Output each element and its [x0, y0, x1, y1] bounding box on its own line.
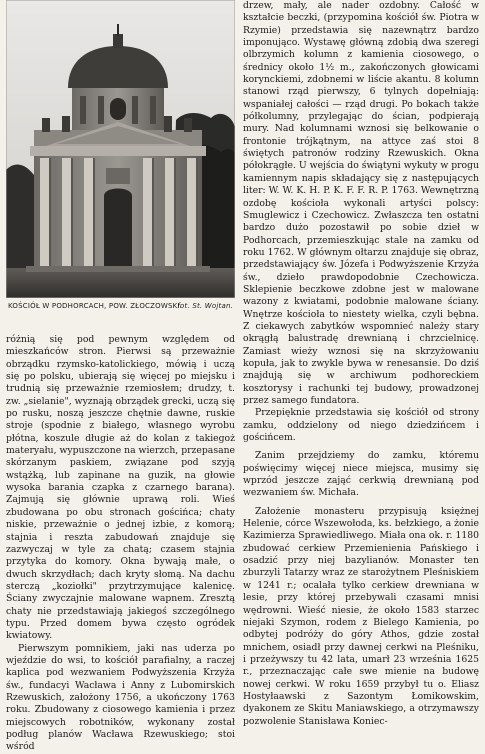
right-column [243, 0, 479, 743]
church-photo-image [6, 0, 235, 298]
paragraph: Założenie monasteru przypisują księżnej Helenie, córce Wszewołoda, ks. bełzkiego, a żonie Kazimierza Sprawiedliwego. Miała ona ok. r. 1180 zbudować cerkiew Przemienienia Pańskiego i osadzić przy niej bazylianów. Monaster ten zburzyli Tatarzy wraz ze starożytnem Pleśniskiem w 1241 r.; ocalała tylko cerkiew drewniana w lesie, przy której przebywali czasami mnisi wędrowni. Wieść niesie, że około 1583 starzec niejaki Szymon, rodem z Bielego Kamienia, po odbytej podróży do góry Athos, gdzie został mnichem, osiadł przy dawnej cerkwi na Pleśniku, i przeżywszy tu 42 lata, umarł 23 września 1625 r., przeznaczając całe swe mienie na budowę nowej cerkwi. W roku 1659 przybył tu o. Eliasz Hostyłaawski z Sazontym Łomikowskim, dyakonem ze Skitu Maniawskiego, a otrzymawszy pozwolenie Stanisława Koniec- [243, 505, 479, 727]
left-column-text [6, 334, 235, 754]
paragraph: Zanim przejdziemy do zamku, któremu poświęcimy więcej niece miejsca, musimy się wprzód jeszcze zająć cerkwią drewnianą pod wezwaniem św. Michała. [243, 450, 479, 499]
left-column [6, 0, 236, 753]
paragraph: Przepięknie przedstawia się kościół od strony zamku, oddzielony od niego dziedzińcem i gościńcem. [243, 407, 479, 444]
figure-caption [6, 298, 235, 316]
paragraph: drzew, mały, ale nader ozdobny. Całość w kształcie beczki, (przypomina kościół św. Piotra w Rzymie) przedstawia się nazewnątrz bardzo imponująco. Wystawę główną zdobią dwa szeregi olbrzymich kolumn z kamienia ciosowego, o średnicy około 1½ m., zakończonych głowicami korynckiemi, zdobnemi w liście akantu. 8 kolumn stanowi rząd pierwszy, 6 tylnych dopełniają: wspaniałej całości — rząd drugi. Po bokach także półkolumny, przylegając do ścian, podpierają mury. Nad kolumnami wznosi się belkowanie o frontonie trójkątnym, na attyce zaś stoi 8 świętych patronów rodziny Rzewuskich. Okna półokrągłe. U wejścia do świątyni wykuty w progu kamiennym napis składający się z następujących liter: W. W. K. H. P. K. F. F. R. P. 1763. Wewnętrzną ozdobę kościoła wykonali artyści polscy: Smuglewicz i Czechowicz. Zwłaszcza ten ostatni bardzo dużo pozostawił po sobie dzieł w Podhorcach, przemieszkując stale na zamku od roku 1762. W głównym ołtarzu znajduje się obraz, przedstawiający św. Józefa i Podwyższenie Krzyża św., dzieło prawdopodobnie Czechowicza. Sklepienie beczkowe zdobne jest w malowane wazony z kwiatami, podobnie malowane ściany. Wnętrze kościoła to niestety wielka, czyli bębna. Z ciekawych zabytków wspomnieć należy stary okrągłą balustradę drewnianą i chrzcielnicę. Zamiast wieży wznosi się na skrzyżowaniu kopuła, jak to zwykle bywa w renesansie. Do dziś znajdują się w archiwum podhoreckiem kosztorysy i rachunki tej budowy, prowadzonej przez samego fundatora. [243, 0, 479, 406]
paragraph: Pierwszym pomnikiem, jaki nas uderza po wjeździe do wsi, to kościół parafialny, a raczej kaplica pod wezwaniem Podwyższenia Krzyża św., fundacyi Wacława i Anny z Lubomirskich Rzewuskich, założony 1756, a ukończony 1763 roku. Zbudowany z ciosowego kamienia i przez miejscowych robotników, wykonany został podług planów Wacława Rzewuskiego; stoi wśród [6, 642, 235, 753]
caption-title: KOŚCIÓŁ W PODHORCACH, POW. ZŁOCZOWSKI. [8, 302, 183, 310]
church-photo [6, 0, 235, 298]
paragraph: różnią się pod pewnym względem od mieszkańców stron. Pierwsi są przeważnie obrządku rzymsko-katolickiego, mówią i uczą się po polsku, ubierają się więcej po miejsku i trudnią się przeważnie rzemiosłem; drudzy, t. zw. „sielanie", wyznają obrządek grecki, uczą się po rusku, noszą jeszcze chętnie dawne, ruskie stroje (spodnie z białego, własnego wyrobu płótna, koszule długie aż do kolan z takiegoż materyału, wypuszczone na wierzch, przepasane skórzanym paskiem, związane pod szyją wstążką, lub zapinane na guzik, na głowie wysoka barania czapka z czarnego barana). Zajmują się głównie uprawą roli. Wieś zbudowana po obu stronach gościńca; chaty niskie, przeważnie o jednej izbie, z komorą; stajnia i reszta zabudowań znajduje się zazwyczaj w tyle za chatą; czasem stajnia przytyka do komory. Okna bywają małe, o dwuch skrzydłach; dach kryty słomą. Na dachu sterczą „koziołki" przytrzymujące kalenicę. Ściany zwyczajnie malowane wapnem. Zresztą chaty nie przedstawiają jakiegoś szczególnego typu. Przed domem bywa często ogródek kwiatowy. [6, 334, 236, 642]
right-column-text [243, 0, 479, 728]
caption-photo-credit: fot. St. Wojtan. [177, 302, 233, 310]
